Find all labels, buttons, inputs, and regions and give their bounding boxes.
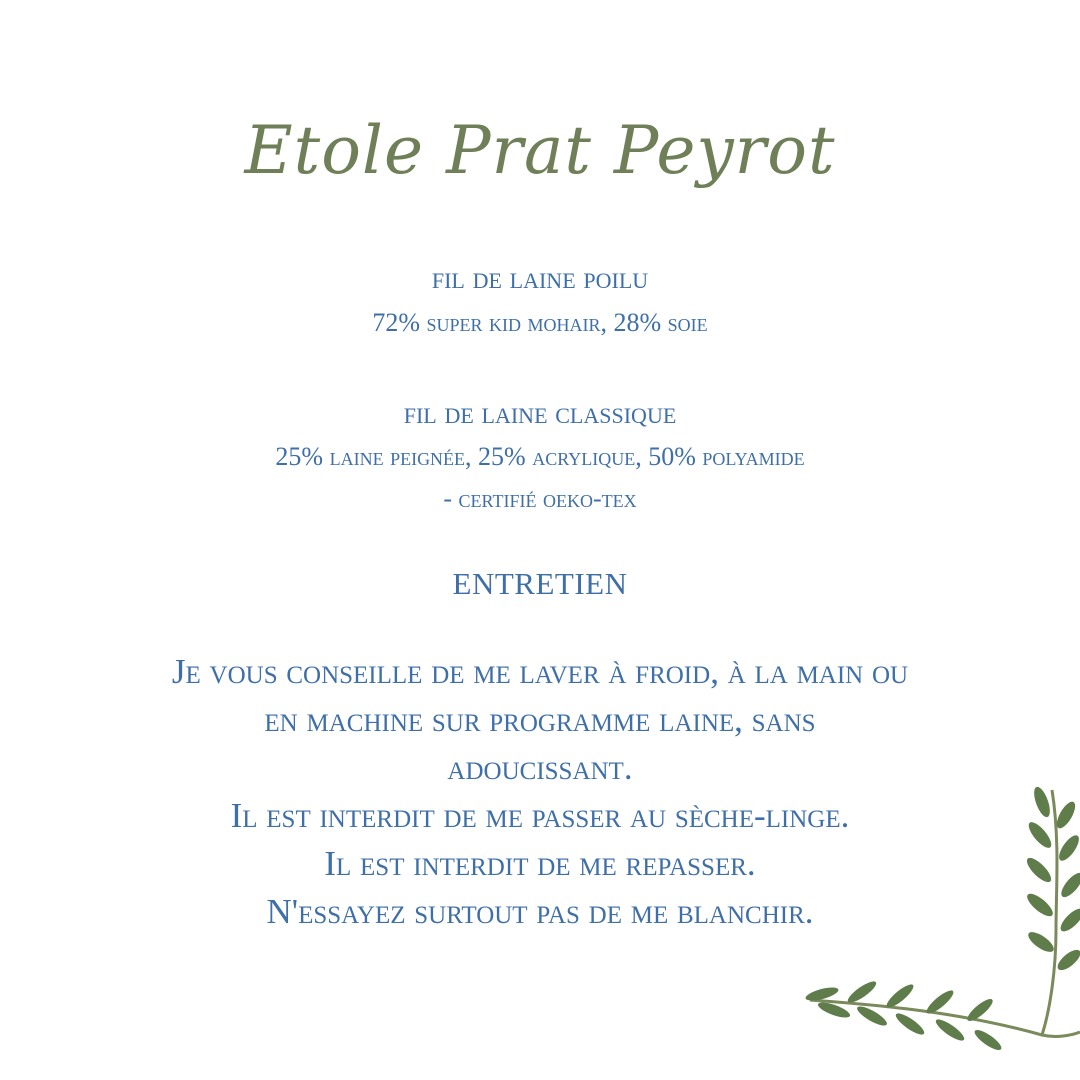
care-heading: ENTRETIEN bbox=[452, 566, 628, 601]
care-line: N'essayez surtout pas de me blanchir. bbox=[266, 892, 814, 931]
care-line: adoucissant. bbox=[447, 748, 633, 787]
care-line: en machine sur programme laine, sans bbox=[264, 700, 816, 739]
olive-branch-icon bbox=[760, 780, 1080, 1080]
yarn2-certification: - certifié oeko-tex bbox=[443, 484, 637, 513]
care-line: Il est interdit de me passer au sèche-linge. bbox=[230, 796, 850, 835]
yarn1-heading: fil de laine poilu bbox=[431, 260, 649, 295]
yarn2-composition: 25% laine peignée, 25% acrylique, 50% polyamide bbox=[275, 442, 805, 471]
care-line: Je vous conseille de me laver à froid, à la main ou bbox=[171, 652, 909, 691]
yarn1-composition: 72% super kid mohair, 28% soie bbox=[372, 308, 708, 337]
product-title: Etole Prat Peyrot bbox=[244, 112, 836, 189]
yarn2-heading: fil de laine classique bbox=[403, 395, 677, 430]
care-line: Il est interdit de me repasser. bbox=[324, 844, 756, 883]
